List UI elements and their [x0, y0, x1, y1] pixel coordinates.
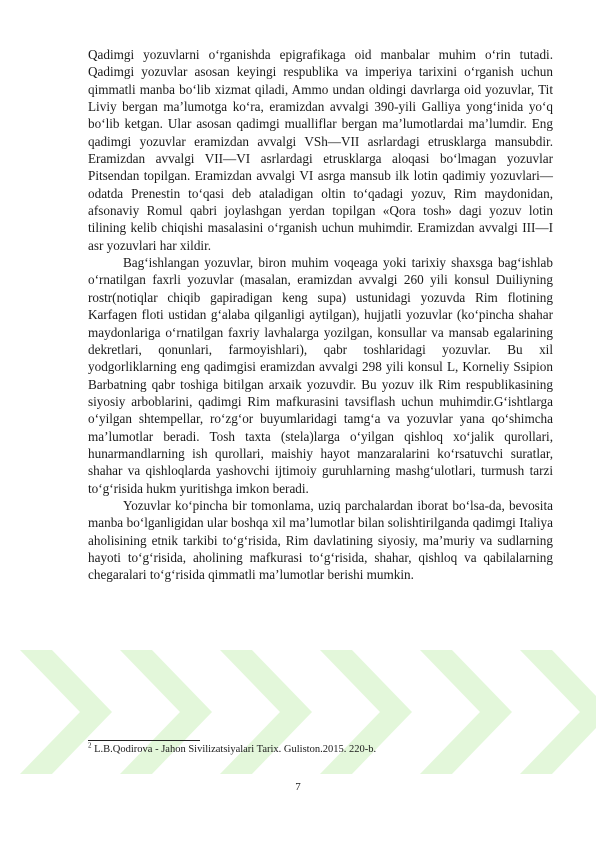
body-text — [88, 46, 553, 584]
paragraph-3: Yozuvlar ko‘pincha bir tomonlama, uziq parchalardan iborat bo‘lsa-da, bevosita manba bo‘lganligidan ular boshqa xil ma’lumotlar bilan solishtirilganda qadimgi Italiya aholisining etnik tarkibi to‘g‘risida, Rim davlatining siyosiy, ma’muriy va sudlarning hayoti to‘g‘risida, aholining mafkurasi to‘g‘risida, shahar, qishloq va qabilalarning chegaralari to‘g‘risida qimmatli ma’lumotlar berishi mumkin. — [88, 497, 553, 583]
footnote-text: L.B.Qodirova - Jahon Sivilizatsiyalari Tarix. Guliston.2015. 220-b. — [91, 744, 377, 755]
footnote-separator — [88, 740, 200, 741]
footnote — [88, 743, 553, 756]
page-number: 7 — [295, 781, 301, 793]
paragraph-2: Bag‘ishlangan yozuvlar, biron muhim voqeaga yoki tarixiy shaxsga bag‘ishlab o‘rnatilgan faxrli yozuvlar (masalan, eramizdan avvalgi 260 yili konsul Duiliyning rostr(notiqlar chiqib gapiradigan keng supa) ustunidagi yozuvda Rim flotining Karfagen floti ustidan g‘alaba qilganligi aytilgan), hujjatli yozuvlar (ko‘pincha shahar maydonlariga o‘rnatilgan faxriy lavhalarga yozilgan, konsullar va mansab egalarining dekretlari, qonunlari, farmoyishlari), qabr toshlaridagi yozuvlar. Bu xil yodgorliklarning eng qadimgisi eramizdan avvalgi 298 yili konsul L, Korneliy Ssipion Barbatning qabr toshiga bitilgan arxaik yozuvdir. Bu yozuv ilk Rim respublikasining siyosiy arboblarini, qadimgi Rim mafkurasini tavsiflash uchun muhimdir.G‘ishtlarga o‘yilgan shtempellar, ro‘zg‘or buyumlaridagi tamg‘a va yozuvlar yana qo‘shimcha ma’lumotlar beradi. Tosh taxta (stela)larga o‘yilgan qishloq xo‘jalik qurollari, hunarmandlarning ish qurollari, maishiy hayot manzaralarini ko‘rsatuvchi suratlar, shahar va qishloqlarda yashovchi ijtimoiy guruhlarning mashg‘ulotlari, turmush tarzi to‘g‘risida hukm yuritishga imkon beradi. — [88, 255, 553, 496]
footnote-marker: 2 — [88, 741, 92, 750]
paragraph-1: Qadimgi yozuvlarni o‘rganishda epigrafikaga oid manbalar muhim o‘rin tutadi. Qadimgi yozuvlar asosan keyingi respublika va imperiya tarixini o‘rganish uchun qimmatli manba bo‘lib xizmat qiladi, Ammo undan oldingi davrlarga oid yozuvlar, Tit Liviy bergan ma’lumotga ko‘ra, eramizdan avvalgi 390-yili Galliya yong‘inida yo‘q bo‘lib ketgan. Ular asosan qadimgi mualliflar bergan ma’lumotlardai ma’lumdir. Eng qadimgi yozuvlar eramizdan avvalgi VSh—VII asrlardagi etrusklarga mansubdir. Eramizdan avvalgi VII—VI asrlardagi etrusklarga aloqasi bo‘lmagan yozuvlar Pitsendan topilgan. Eramizdan avvalgi VI asrga mansub ilk lotin qadimiy yozuvlari—odatda Prenestin to‘qasi deb ataladigan oltin to‘qadagi yozuv, Rim maydonidan, afsonaviy Romul qabri joylashgan yerdan topilgan «Qora tosh» dagi yozuv lotin tilining kelib chiqishi masalasini o‘rganish uchun muhimdir. Eramizdan avvalgi III—I asr yozuvlari har xildir. — [88, 47, 553, 253]
